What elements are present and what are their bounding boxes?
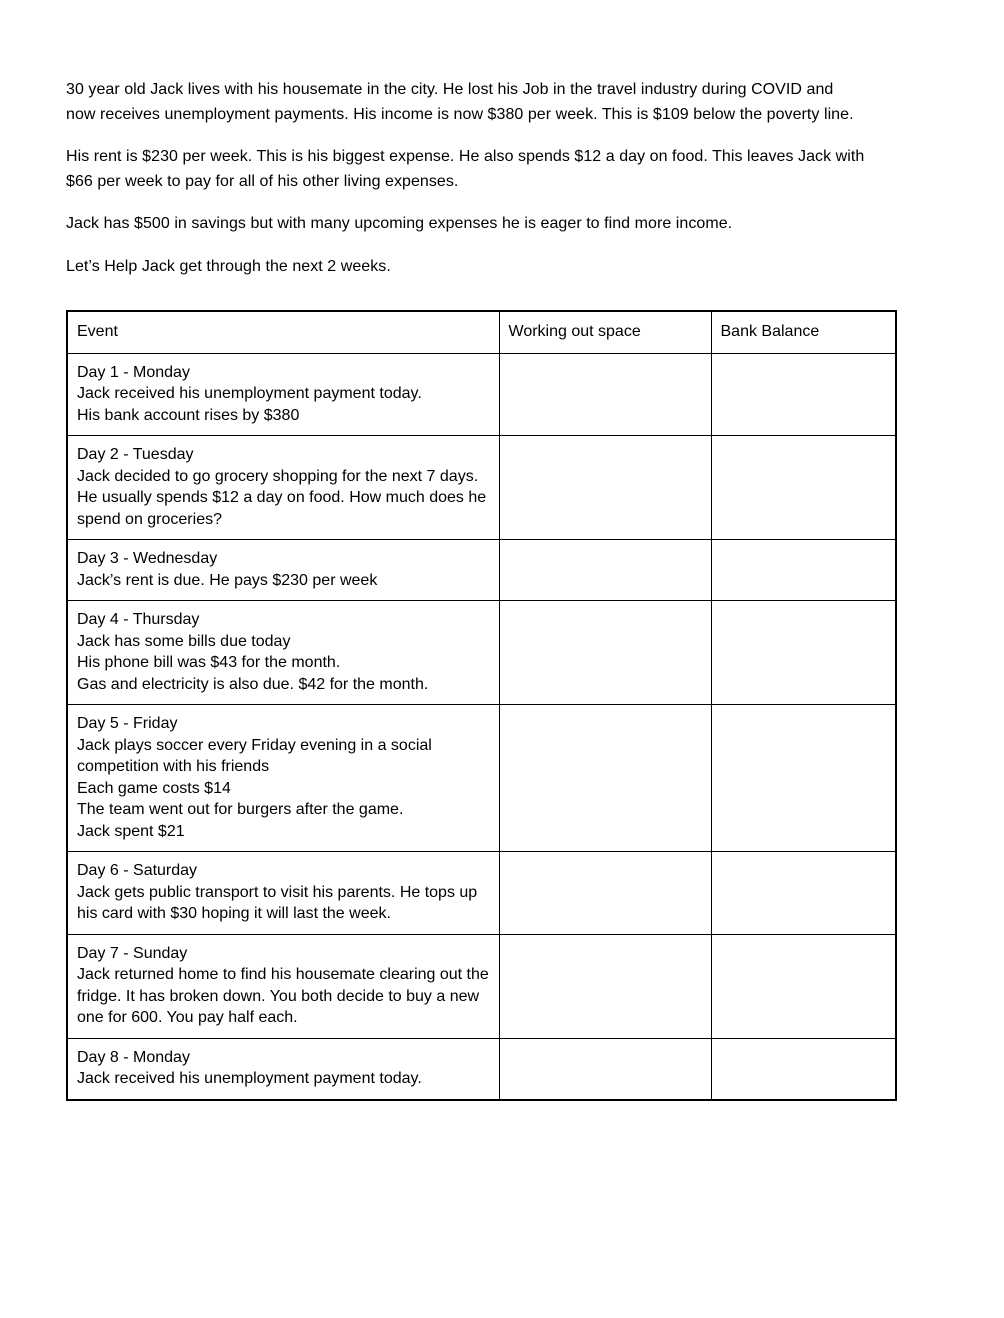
working-out-cell[interactable] [499, 436, 711, 540]
column-header-event: Event [67, 311, 499, 353]
budget-ledger-table-wrapper [66, 310, 897, 1101]
event-line: Day 4 - Thursday [77, 611, 200, 628]
table-row [67, 436, 896, 540]
table-header-row [67, 311, 896, 353]
working-out-cell[interactable] [499, 852, 711, 935]
event-cell [67, 852, 499, 935]
bank-balance-cell[interactable] [711, 601, 896, 705]
event-line: Jack’s rent is due. He pays $230 per week [77, 571, 378, 589]
working-out-cell[interactable] [499, 540, 711, 601]
event-line: Day 7 - Sunday [77, 944, 188, 962]
event-line: Day 3 - Wednesday [77, 550, 218, 567]
bank-balance-cell[interactable] [711, 353, 896, 436]
event-line: Day 2 - Tuesday [77, 446, 194, 463]
event-line: Jack spent $21 [77, 822, 185, 840]
table-row [67, 934, 896, 1038]
event-line: He usually spends $12 a day on food. How much does he spend on groceries? [77, 489, 491, 528]
column-header-bank-balance: Bank Balance [711, 311, 896, 353]
bank-balance-cell[interactable] [711, 436, 896, 540]
table-row [67, 1038, 896, 1100]
table-header [67, 311, 896, 353]
bank-balance-cell[interactable] [711, 1038, 896, 1100]
table-row [67, 601, 896, 705]
event-line: Day 1 - Monday [77, 363, 190, 381]
event-cell [67, 934, 499, 1038]
event-line: Day 6 - Saturday [77, 862, 198, 879]
event-line: Gas and electricity is also due. $42 for the month. [77, 675, 429, 693]
intro-paragraph-1: 30 year old Jack lives with his housemate in the city. He lost his Job in the travel industry during COVID and now receives unemployment payments. His income is now $380 per week. This is $109 below the poverty line. [66, 81, 854, 123]
working-out-cell[interactable] [499, 353, 711, 436]
bank-balance-cell[interactable] [711, 852, 896, 935]
event-line: Day 5 - Friday [77, 715, 178, 732]
table-row [67, 705, 896, 852]
table-row [67, 852, 896, 935]
intro-paragraph-4: Let’s Help Jack get through the next 2 weeks. [66, 257, 391, 275]
working-out-cell[interactable] [499, 601, 711, 705]
event-cell [67, 540, 499, 601]
event-line: Jack decided to go grocery shopping for the next 7 days. [77, 467, 479, 485]
event-line: Day 8 - Monday [77, 1048, 190, 1066]
event-line: Jack plays soccer every Friday evening in a social competition with his friends [77, 736, 437, 775]
event-line: Jack gets public transport to visit his parents. He tops up his card with $30 hoping it will last the week. [77, 883, 482, 922]
event-line: His bank account rises by $380 [77, 406, 300, 424]
event-line: Each game costs $14 [77, 779, 231, 797]
working-out-cell[interactable] [499, 705, 711, 852]
bank-balance-cell[interactable] [711, 705, 896, 852]
event-cell [67, 436, 499, 540]
event-cell [67, 1038, 499, 1100]
event-line: The team went out for burgers after the game. [77, 801, 404, 818]
intro-paragraph-3: Jack has $500 in savings but with many upcoming expenses he is eager to find more income. [66, 215, 733, 232]
event-line: His phone bill was $43 for the month. [77, 654, 341, 671]
event-line: Jack has some bills due today [77, 632, 291, 650]
bank-balance-cell[interactable] [711, 934, 896, 1038]
intro-paragraph-2: His rent is $230 per week. This is his biggest expense. He also spends $12 a day on food. This leaves Jack with $66 per week to pay for all of his other living expenses. [66, 148, 865, 190]
bank-balance-cell[interactable] [711, 540, 896, 601]
event-line: Jack received his unemployment payment today. [77, 1070, 422, 1087]
working-out-cell[interactable] [499, 934, 711, 1038]
column-header-working-out-space: Working out space [499, 311, 711, 353]
event-cell [67, 601, 499, 705]
event-cell [67, 705, 499, 852]
event-cell [67, 353, 499, 436]
event-line: Jack returned home to find his housemate clearing out the fridge. It has broken down. You both decide to buy a new one for 600. You pay half each. [77, 966, 494, 1026]
budget-ledger-table [66, 310, 897, 1101]
table-row [67, 540, 896, 601]
table-row [67, 353, 896, 436]
event-line: Jack received his unemployment payment today. [77, 385, 422, 402]
table-body [67, 353, 896, 1100]
working-out-cell[interactable] [499, 1038, 711, 1100]
